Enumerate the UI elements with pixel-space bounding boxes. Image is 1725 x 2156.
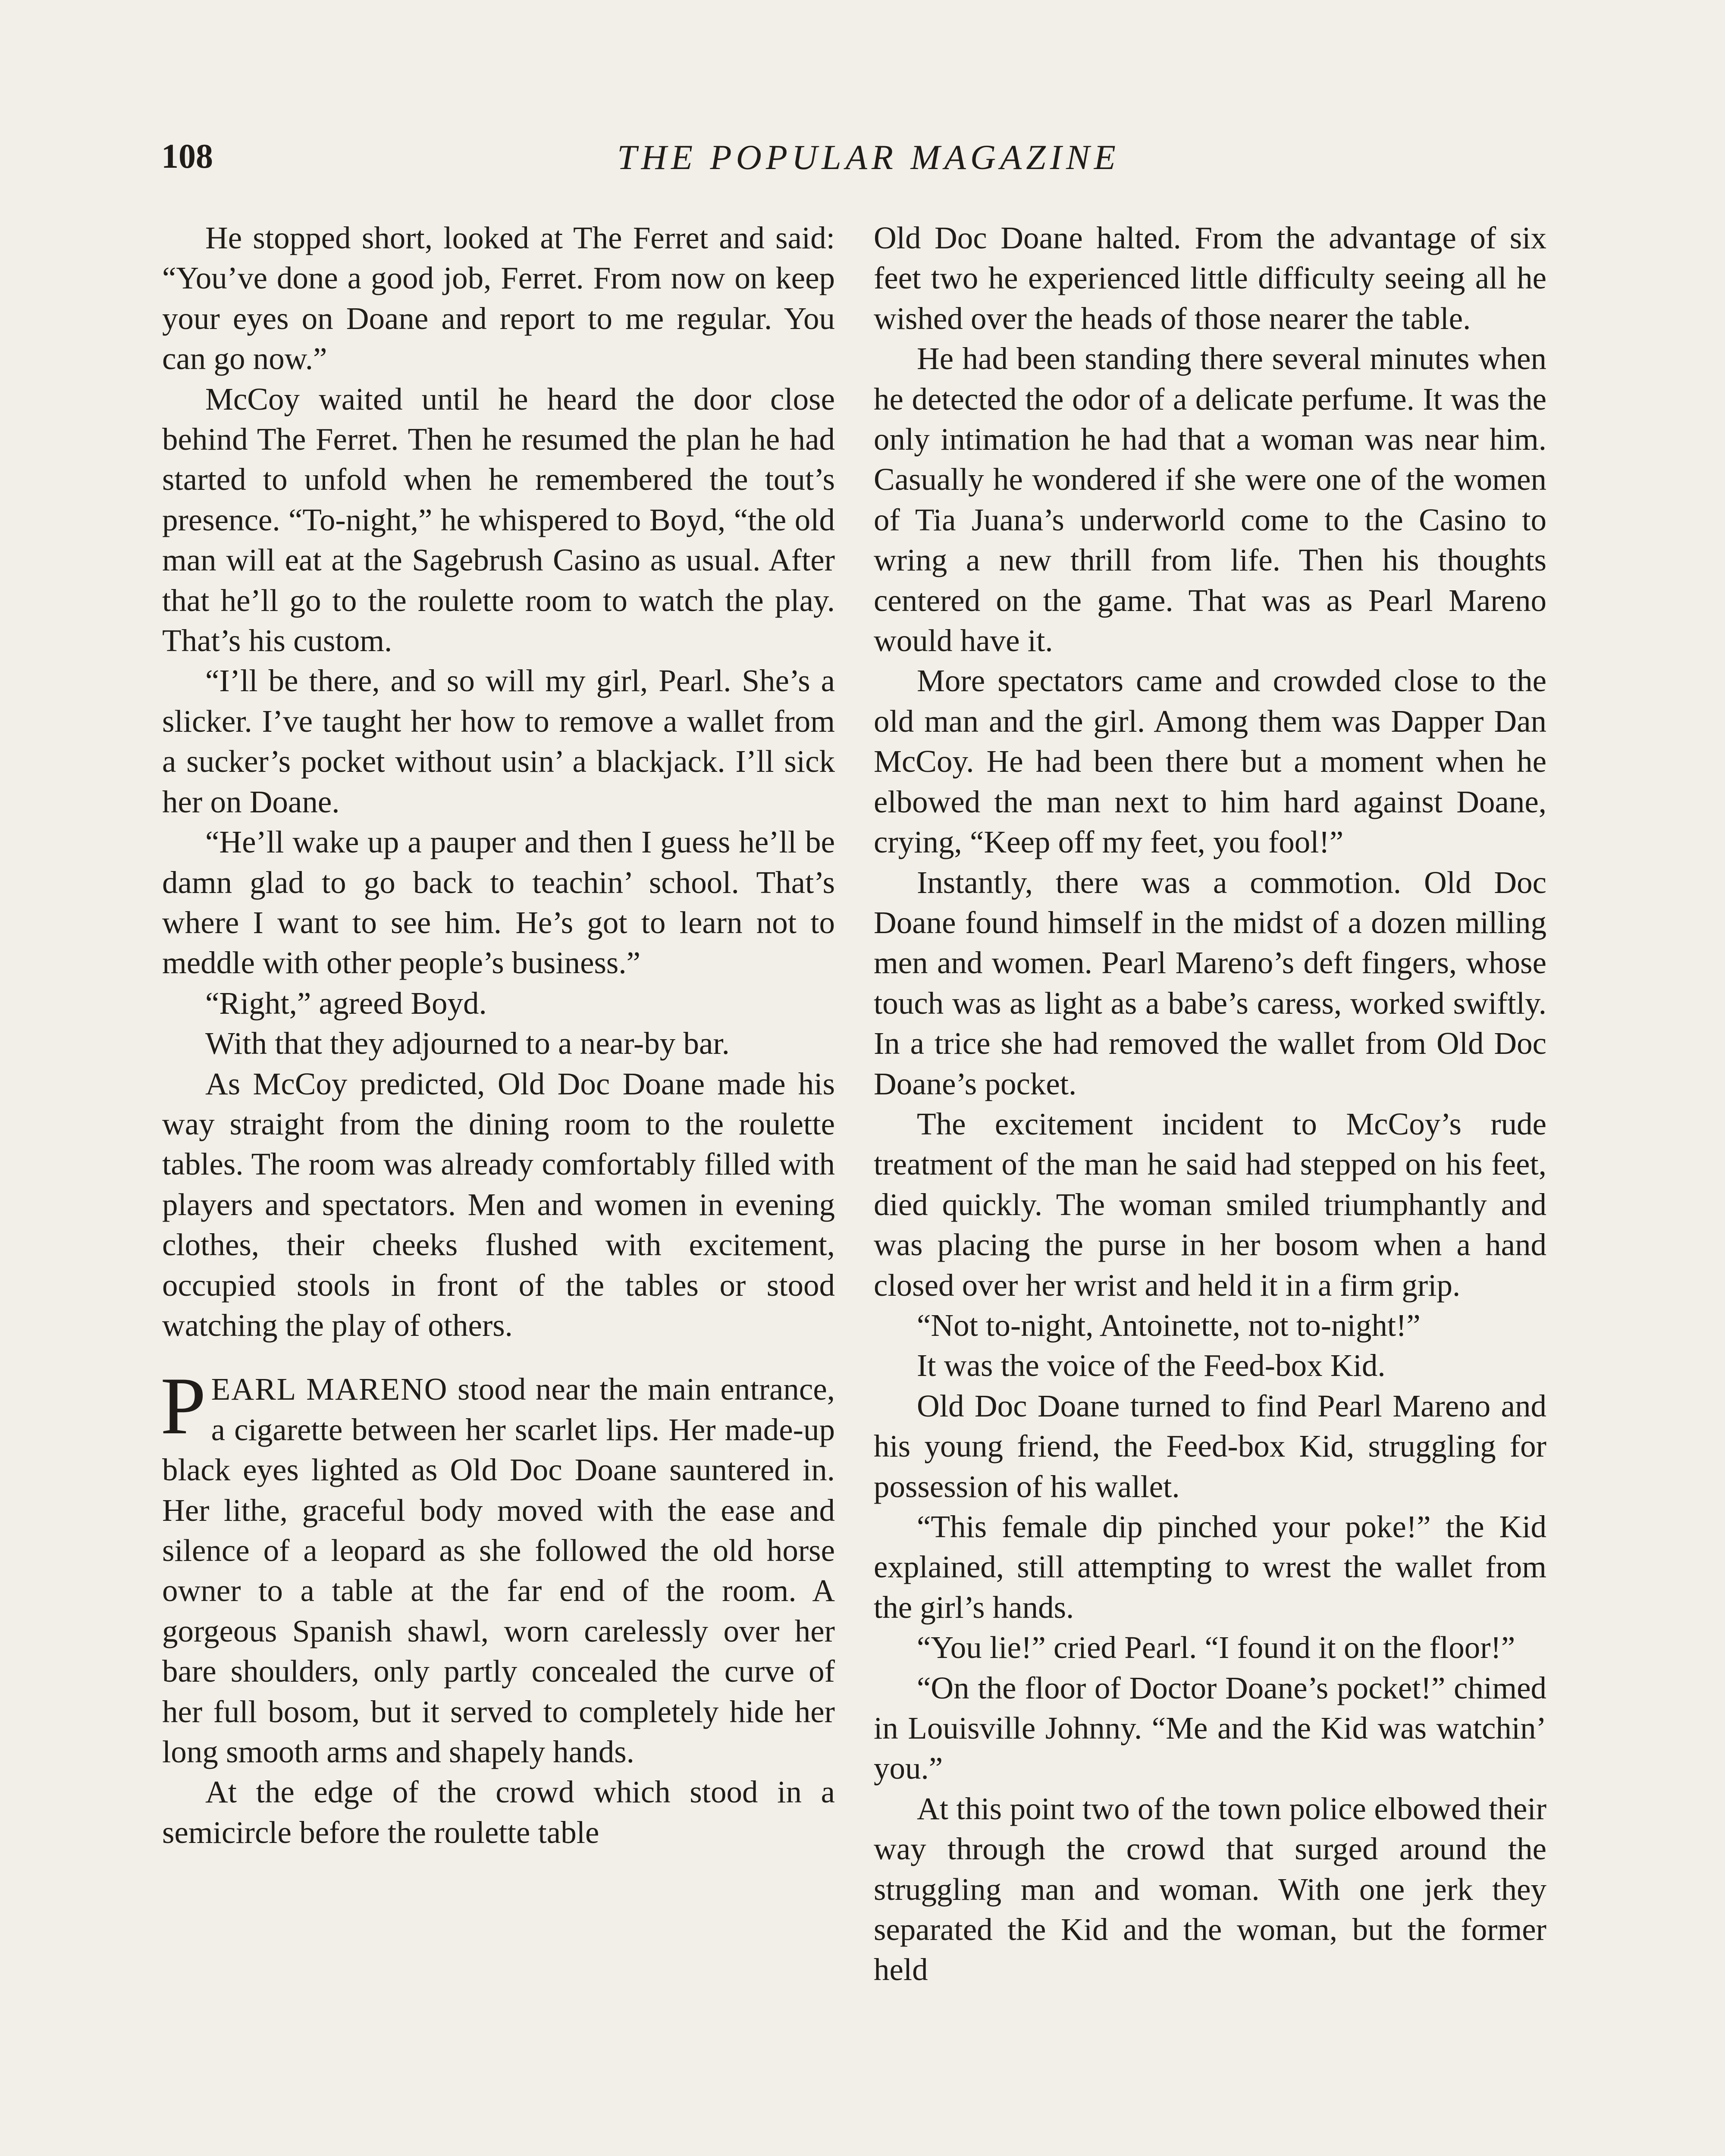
paragraph: “I’ll be there, and so will my girl, Pearl. She’s a slicker. I’ve taught her how to remove a wallet from a sucker’s pocket without usin’ a blackjack. I’ll sick her on Doane. [162, 663, 835, 819]
paragraph: “You lie!” cried Pearl. “I found it on the floor!” [917, 1630, 1515, 1665]
paragraph: McCoy waited until he heard the door close behind The Ferret. Then he resumed the plan he had started to unfold when he remembered the tout’s presence. “To-night,” he whispered to Boyd, “the old man will eat at the Sagebrush Casino as usual. After that he’ll go to the roulette room to watch the play. That’s his custom. [162, 381, 835, 658]
paragraph: Old Doc Doane turned to find Pearl Mareno and his young friend, the Feed-box Kid, struggling for possession of his wallet. [874, 1388, 1546, 1504]
paragraph: With that they adjourned to a near-by bar. [205, 1026, 730, 1061]
paragraph: Instantly, there was a commotion. Old Doc Doane found himself in the midst of a dozen milling men and women. Pearl Mareno’s deft fingers, whose touch was as light as a babe’s caress, worked swiftly. In a trice she had removed the wallet from Old Doc Doane’s pocket. [874, 865, 1546, 1101]
paragraph: “Right,” agreed Boyd. [205, 985, 487, 1021]
paragraph: At this point two of the town police elbowed their way through the crowd that surged around the struggling man and woman. With one jerk they separated the Kid and the woman, but the former held [874, 1791, 1546, 1987]
paragraph: “This female dip pinched your poke!” the Kid explained, still attempting to wrest the wallet from the girl’s hands. [874, 1509, 1546, 1625]
paragraph-continued: Old Doc Doane halted. From the advantage of six feet two he experienced little difficulty seeing all he wished over the heads of those nearer the table. [874, 220, 1546, 336]
paragraph: “Not to-night, Antoinette, not to-night!” [917, 1307, 1421, 1343]
right-column [874, 218, 1546, 1990]
paragraph: “On the floor of Doctor Doane’s pocket!” chimed in Louisville Johnny. “Me and the Kid was watchin’ you.” [874, 1670, 1546, 1786]
paragraph: It was the voice of the Feed-box Kid. [917, 1348, 1386, 1383]
page-header [161, 137, 1576, 189]
paragraph: The excitement incident to McCoy’s rude treatment of the man he said had stepped on his feet, died quickly. The woman smiled triumphantly and was placing the purse in her bosom when a hand closed over her wrist and held it in a firm grip. [874, 1106, 1546, 1303]
lead-in-small-caps: EARL MARENO [211, 1372, 448, 1407]
paragraph: As McCoy predicted, Old Doc Doane made his way straight from the dining room to the roulette tables. The room was already comfortably filled with players and spectators. Men and women in evening clothes, their cheeks flushed with excitement, occupied stools in front of the tables or stood watching the play of others. [162, 1066, 835, 1343]
section-opening-paragraph [160, 1361, 835, 1772]
paragraph: At the edge of the crowd which stood in a semicircle before the roulette table [162, 1774, 835, 1850]
paragraph: He stopped short, looked at The Ferret and said: “You’ve done a good job, Ferret. From now on keep your eyes on Doane and report to me regular. You can go now.” [162, 220, 835, 376]
running-head: THE POPULAR MAGAZINE [617, 138, 1120, 177]
paragraph: “He’ll wake up a pauper and then I guess he’ll be damn glad to go back to teachin’ school. That’s where I want to see him. He’s got to learn not to meddle with other people’s business.” [162, 824, 835, 981]
section-opening-text: stood near the main entrance, a cigarette between her scarlet lips. Her made-up black eyes lighted as Old Doc Doane sauntered in. Her lithe, graceful body moved with the ease and silence of a leopard as she followed the old horse owner to a table at the far end of the room. A gorgeous Spanish shawl, worn carelessly over her bare shoulders, only partly concealed the curve of her full bosom, but it served to completely hide her long smooth arms and shapely hands. [162, 1372, 835, 1770]
paragraph: More spectators came and crowded close to the old man and the girl. Among them was Dapper Dan McCoy. He had been there but a moment when he elbowed the man next to him hard against Doane, crying, “Keep off my feet, you fool!” [874, 663, 1546, 860]
paragraph: He had been standing there several minutes when he detected the odor of a delicate perfume. It was the only intimation he had that a woman was near him. Casually he wondered if she were one of the women of Tia Juana’s underworld come to the Casino to wring a new thrill from life. Then his thoughts centered on the game. That was as Pearl Mareno would have it. [874, 341, 1546, 658]
drop-cap: P [160, 1361, 206, 1452]
left-column [162, 218, 835, 1852]
page-number: 108 [161, 138, 213, 175]
